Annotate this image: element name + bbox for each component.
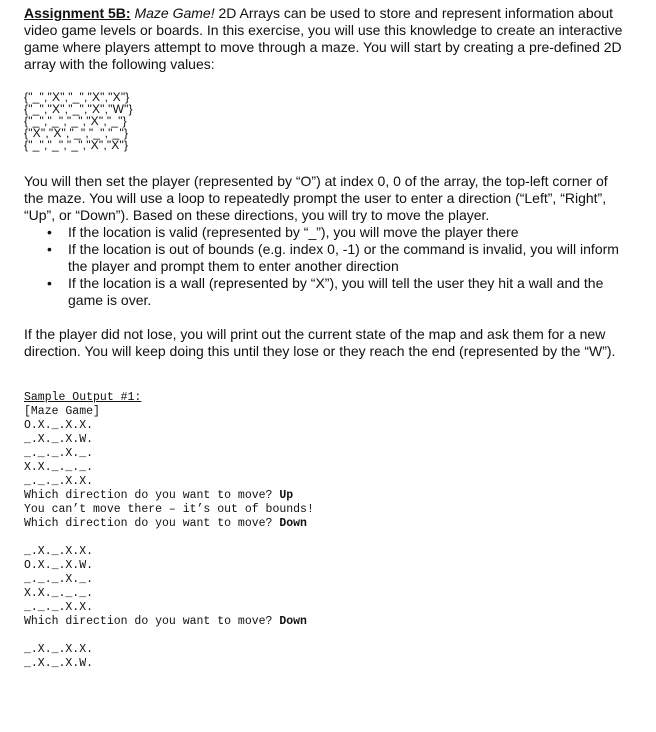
- prompt-line: [24, 615, 624, 629]
- assignment-label: Assignment 5B:: [24, 5, 131, 21]
- board-row: _.X._.X.W.: [24, 433, 94, 446]
- array-row: {"X","X","_","_","_"}: [24, 126, 129, 140]
- array-definition: [24, 91, 624, 151]
- array-row: {"_","X","_","X","W"}: [24, 102, 133, 116]
- list-item: [47, 224, 624, 241]
- maze-header: [Maze Game]: [24, 405, 100, 418]
- array-row: {"_","_","_","X","X"}: [24, 138, 129, 152]
- list-item: [47, 241, 624, 275]
- spacer: [24, 531, 624, 545]
- rule-valid-text: If the location is valid (represented by “_”), you will move the player there: [68, 224, 519, 240]
- bullet-icon: •: [47, 275, 52, 291]
- list-item: [47, 275, 624, 309]
- user-input: Up: [279, 489, 294, 502]
- board-row: _._._.X._.: [24, 573, 94, 586]
- prompt-line: [24, 517, 624, 531]
- bullet-icon: •: [47, 224, 52, 240]
- intro-text: 2D Arrays can be used to store and represent information about video game levels or boards. In this exercise, you will use this knowledge to create an interactive game where players attempt to move through a maze. You will start by creating a pre-defined 2D array with the following values:: [24, 5, 623, 72]
- rule-out-of-bounds-text: If the location is out of bounds (e.g. index 0, -1) or the command is invalid, you will inform the player and prompt them to enter another direction: [68, 241, 619, 274]
- prompt-line: [24, 489, 624, 503]
- prompt-text: Which direction do you want to move?: [24, 489, 280, 502]
- spacer: [24, 629, 624, 643]
- rules-list: [24, 224, 624, 309]
- sample-output-title: Sample Output #1:: [24, 391, 142, 404]
- board-row: _._._.X.X.: [24, 475, 94, 488]
- board-row: X.X._._._.: [24, 461, 94, 474]
- user-input: Down: [279, 517, 307, 530]
- document-page: [24, 5, 624, 699]
- board-row: _.X._.X.W.: [24, 657, 94, 670]
- rule-wall-text: If the location is a wall (represented by “X”), you will tell the user they hit a wall and the game is over.: [68, 275, 604, 308]
- sample-output: [24, 377, 624, 699]
- board-row: _._._.X.X.: [24, 601, 94, 614]
- assignment-title: Maze Game!: [134, 5, 215, 21]
- board-row: O.X._.X.W.: [24, 559, 94, 572]
- board-row: O.X._.X.X.: [24, 419, 94, 432]
- bullet-icon: •: [47, 241, 52, 257]
- error-line: You can’t move there – it’s out of bounds!: [24, 503, 314, 516]
- array-row: {"_","_","_","X","_"}: [24, 114, 127, 128]
- board-row: X.X._._._.: [24, 587, 94, 600]
- loop-paragraph: If the player did not lose, you will print out the current state of the map and ask them for a new direction. You will keep doing this until they lose or they reach the end (represented by the “W”).: [24, 326, 616, 359]
- player-paragraph: You will then set the player (represented by “O”) at index 0, 0 of the array, the top-left corner of the maze. You will use a loop to repeatedly prompt the user to enter a direction (“Left”, “Right”, “Up”, or “Down”). Based on these directions, you will try to move the player.: [24, 173, 608, 223]
- board-row: _.X._.X.X.: [24, 545, 94, 558]
- board-row: _._._.X._.: [24, 447, 94, 460]
- array-row: {"_","X","_","X","X"}: [24, 90, 130, 104]
- board-row: _.X._.X.X.: [24, 643, 94, 656]
- prompt-text: Which direction do you want to move?: [24, 615, 280, 628]
- intro-paragraph: [24, 5, 624, 73]
- user-input: Down: [279, 615, 307, 628]
- prompt-text: Which direction do you want to move?: [24, 517, 280, 530]
